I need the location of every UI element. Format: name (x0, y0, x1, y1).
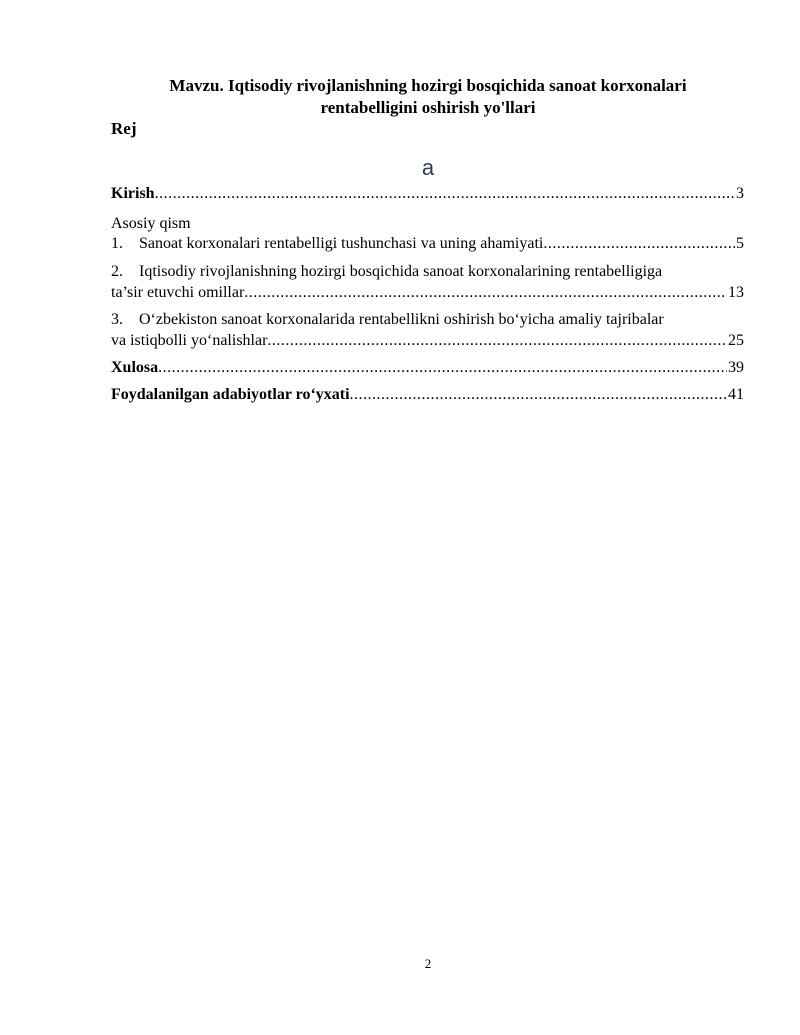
toc-entry-number: 1. (111, 235, 123, 252)
dot-leader (350, 385, 727, 405)
toc-page-number: 5 (736, 235, 744, 252)
toc-entry-label: Iqtisodiy rivojlanishning hozirgi bosqichida sanoat korxonalarining rentabelligiga (139, 263, 663, 280)
toc-entry-intro[interactable] (111, 184, 744, 204)
toc-page-number: 3 (736, 185, 744, 202)
toc-entry-2-line-2[interactable] (111, 283, 744, 303)
toc-page-number: 39 (728, 359, 744, 376)
toc-entry-label: ta’sir etuvchi omillar (111, 284, 245, 301)
toc-entry-2-line-1[interactable] (111, 262, 744, 282)
toc-entry-label: O‘zbekiston sanoat korxonalarida rentabellikni oshirish bo‘yicha amaliy tajribalar (139, 311, 664, 328)
toc-page-number: 13 (728, 284, 744, 301)
toc-entry-number: 3. (111, 311, 123, 328)
page-title (112, 75, 744, 119)
toc-entry-label: Sanoat korxonalari rentabelligi tushunchasi va uning ahamiyati (139, 235, 544, 252)
footer-page-number: 2 (424, 956, 432, 971)
toc-page-number: 25 (728, 332, 744, 349)
toc-entry-3-line-2[interactable] (111, 331, 744, 351)
toc-entry-label: Kirish (111, 185, 155, 202)
toc-entry-references[interactable] (111, 385, 744, 405)
toc-entry-1[interactable] (111, 234, 744, 254)
toc-entry-label: Foydalanilgan adabiyotlar ro‘yxati (111, 386, 350, 403)
main-part-label: Asosiy qism (111, 215, 191, 232)
toc-entry-label: Xulosa (111, 359, 159, 376)
title-line-1: Mavzu. Iqtisodiy rivojlanishning hozirgi bosqichida sanoat korxonalari (169, 76, 687, 95)
dot-leader (158, 358, 727, 378)
toc-entry-conclusion[interactable] (111, 358, 744, 378)
dot-leader (244, 283, 727, 303)
toc-entry-number: 2. (111, 263, 123, 280)
toc-entry-3-line-1[interactable] (111, 310, 744, 330)
toc-entry-label: va istiqbolli yo‘nalishlar (111, 332, 268, 349)
dot-leader (267, 331, 727, 351)
dot-leader (543, 234, 735, 254)
plan-label: Rej (111, 119, 137, 138)
title-line-2: rentabelligini oshirish yo'llari (320, 98, 536, 117)
plan-letter: a (421, 155, 435, 180)
dot-leader (155, 184, 735, 204)
toc-page-number: 41 (728, 386, 744, 403)
